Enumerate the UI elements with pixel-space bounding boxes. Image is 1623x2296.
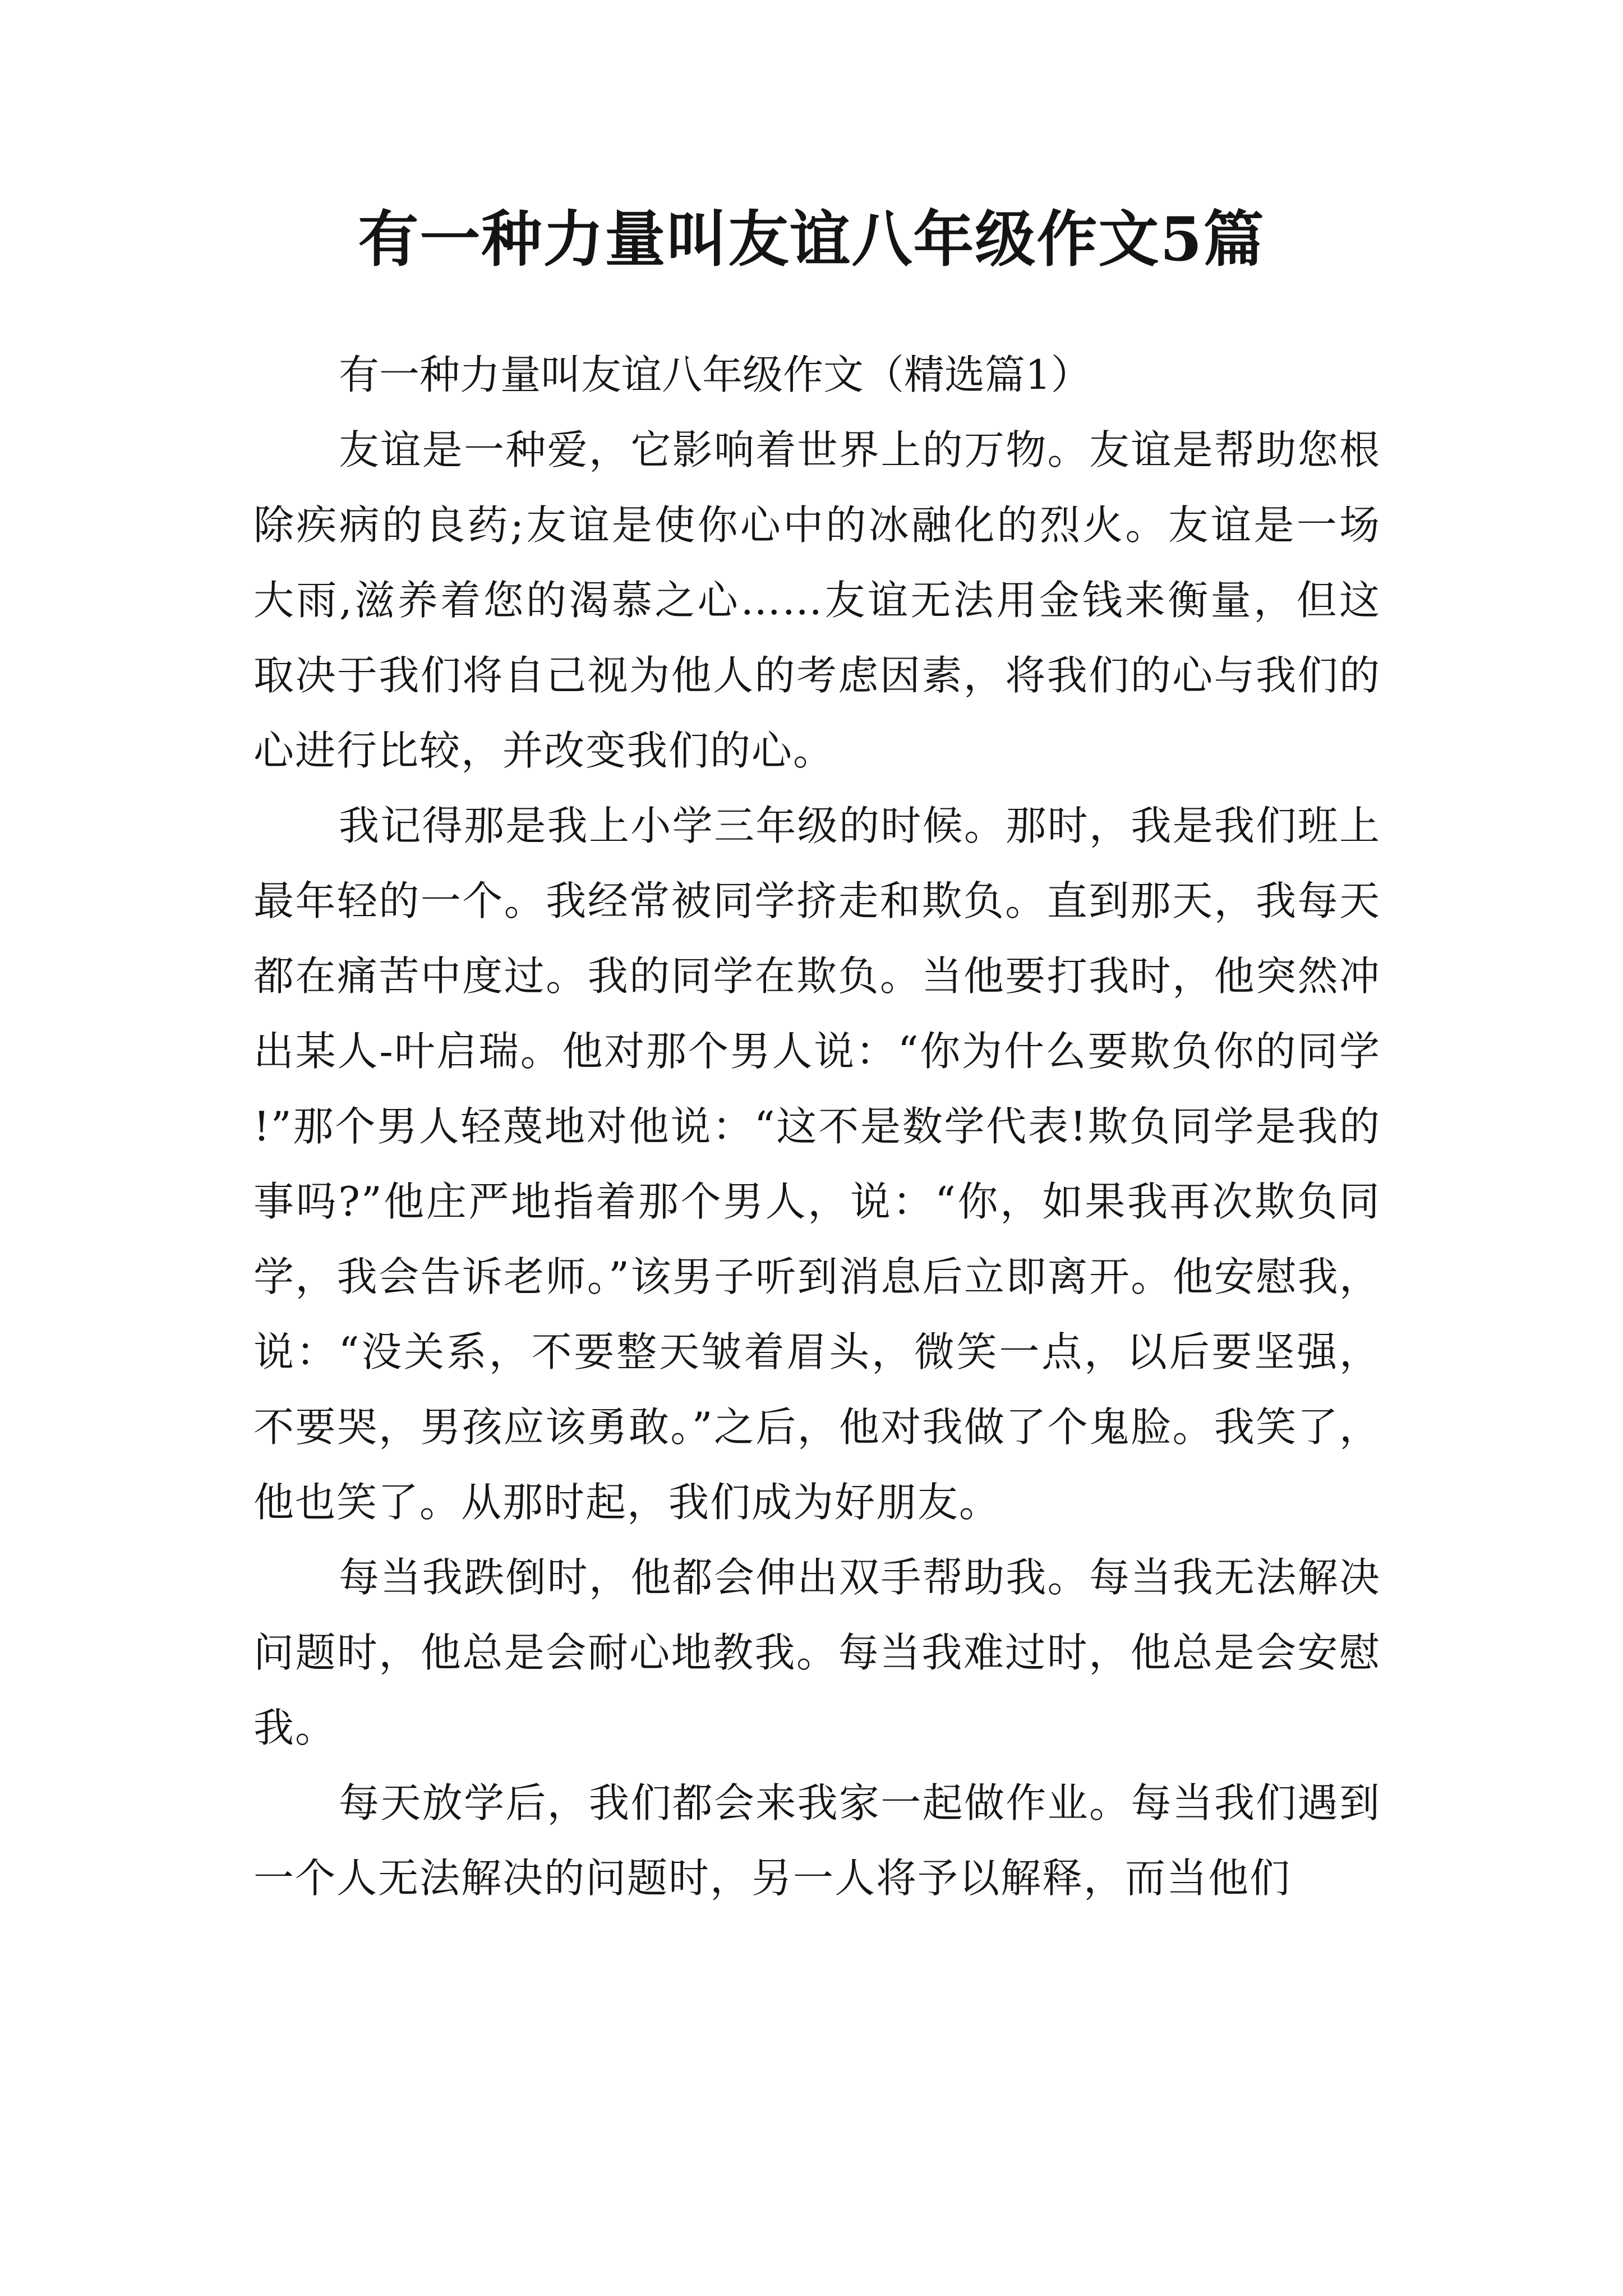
paragraph: 友谊是一种爱，它影响着世界上的万物。友谊是帮助您根除疾病的良药;友谊是使你心中的冰融化的烈火。友谊是一场大雨,滋养着您的渴慕之心……友谊无法用金钱来衡量，但这取决于我们将自己视为他人的考虑因素，将我们的心与我们的心进行比较，并改变我们的心。 [253, 426, 1381, 774]
document-title: 有一种力量叫友谊八年级作文5篇 [358, 204, 1265, 275]
document-body [253, 337, 1381, 1916]
paragraph: 每当我跌倒时，他都会伸出双手帮助我。每当我无法解决问题时，他总是会耐心地教我。每当我难过时，他总是会安慰我。 [253, 1554, 1381, 1751]
paragraph: 我记得那是我上小学三年级的时候。那时，我是我们班上最年轻的一个。我经常被同学挤走和欺负。直到那天，我每天都在痛苦中度过。我的同学在欺负。当他要打我时，他突然冲出某人-叶启瑞。他对那个男人说：“你为什么要欺负你的同学!”那个男人轻蔑地对他说：“这不是数学代表!欺负同学是我的事吗?”他庄严地指着那个男人，说：“你，如果我再次欺负同学，我会告诉老师。”该男子听到消息后立即离开。他安慰我，说：“没关系，不要整天皱着眉头，微笑一点，以后要坚强，不要哭，男孩应该勇敢。”之后，他对我做了个鬼脸。我笑了，他也笑了。从那时起，我们成为好朋友。 [253, 802, 1381, 1526]
section-heading: 有一种力量叫友谊八年级作文（精选篇1） [339, 351, 1091, 398]
paragraph: 每天放学后，我们都会来我家一起做作业。每当我们遇到一个人无法解决的问题时，另一人将予以解释，而当他们 [253, 1779, 1381, 1902]
